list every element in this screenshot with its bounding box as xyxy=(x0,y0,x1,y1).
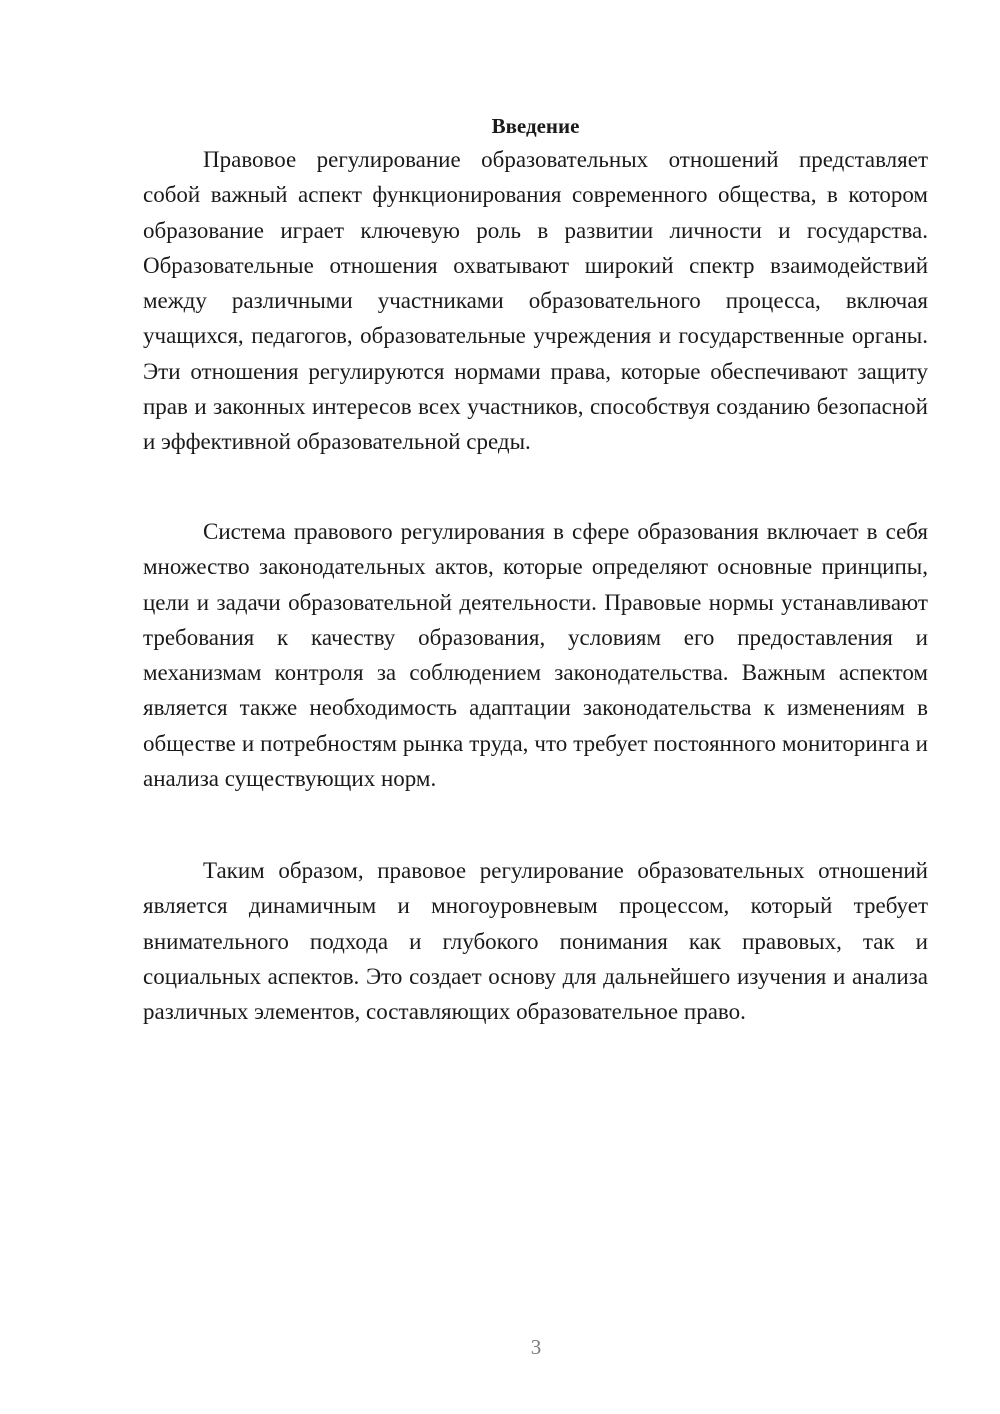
paragraph-1: Правовое регулирование образовательных отношений представляет собой важный аспект функционирования современного общества, в котором образование играет ключевую роль в развитии личности и государства. Образовательные отношения охватывают широкий спектр взаимодействий между различными участниками образовательного процесса, включая учащихся, педагогов, образовательные учреждения и государственные органы. Эти отношения регулируются нормами права, которые обеспечивают защиту прав и законных интересов всех участников, способствуя созданию безопасной и эффективной образовательной среды. xyxy=(143,147,928,455)
paragraph-3: Таким образом, правовое регулирование образовательных отношений является динамичным и многоуровневым процессом, который требует внимательного подхода и глубокого понимания как правовых, так и социальных аспектов. Это создает основу для дальнейшего изучения и анализа различных элементов, составляющих образовательное право. xyxy=(143,858,928,1025)
page-number: 3 xyxy=(530,1335,542,1359)
section-title: Введение xyxy=(491,114,580,139)
paragraph-2: Система правового регулирования в сфере образования включает в себя множество законодательных актов, которые определяют основные принципы, цели и задачи образовательной деятельности. Правовые нормы устанавливают требования к качеству образования, условиям его предоставления и механизмам контроля за соблюдением законодательства. Важным аспектом является также необходимость адаптации законодательства к изменениям в обществе и потребностям рынка труда, что требует постоянного мониторинга и анализа существующих норм. xyxy=(143,519,928,792)
